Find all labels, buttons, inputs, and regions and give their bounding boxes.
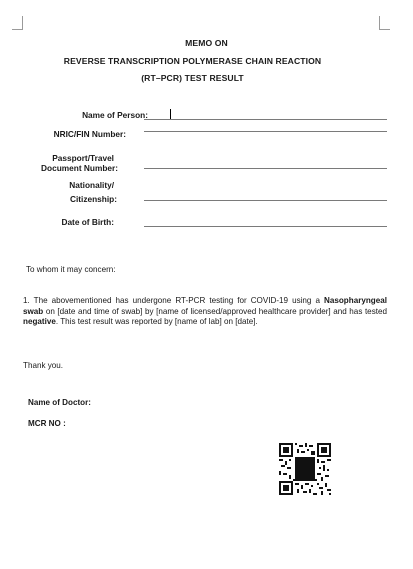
para-text-1: 1. The abovementioned has undergone RT-PCR testing for COVID-19 using a <box>23 296 325 305</box>
qr-code-icon <box>279 443 331 495</box>
nric-label: NRIC/FIN Number: <box>53 129 126 139</box>
nationality-field[interactable] <box>144 200 387 201</box>
crop-mark-top-right <box>379 16 390 30</box>
closing: Thank you. <box>23 361 64 370</box>
name-field[interactable] <box>144 119 387 120</box>
passport-label-line1: Passport/Travel <box>52 153 114 163</box>
dob-field[interactable] <box>144 226 387 227</box>
memo-title: MEMO ON <box>185 38 228 48</box>
passport-label-line2: Document Number: <box>41 163 118 173</box>
dob-label: Date of Birth: <box>61 217 114 227</box>
doctor-name-label: Name of Doctor: <box>28 398 91 407</box>
para-text-3: . This test result was reported by [name of lab] on [date]. <box>55 317 258 326</box>
result-paragraph <box>23 296 387 328</box>
para-text-2: on [date and time of swab] by [name of licensed/approved healthcare provider] and has tested <box>43 306 387 316</box>
text-cursor <box>170 109 171 119</box>
nric-field[interactable] <box>144 131 387 132</box>
memo-subtitle: REVERSE TRANSCRIPTION POLYMERASE CHAIN REACTION <box>63 56 322 66</box>
swab-type: Nasopharyngeal swab <box>23 296 387 316</box>
salutation: To whom it may concern: <box>26 265 116 274</box>
nationality-label-line2: Citizenship: <box>69 194 117 204</box>
memo-subtitle-test: (RT–PCR) TEST RESULT <box>141 73 244 83</box>
passport-field[interactable] <box>144 168 387 169</box>
mcr-number-label: MCR NO : <box>28 419 66 428</box>
crop-mark-top-left <box>12 16 23 30</box>
nationality-label-line1: Nationality/ <box>69 180 114 190</box>
name-label: Name of Person: <box>82 110 148 120</box>
test-result: negative <box>23 317 56 326</box>
